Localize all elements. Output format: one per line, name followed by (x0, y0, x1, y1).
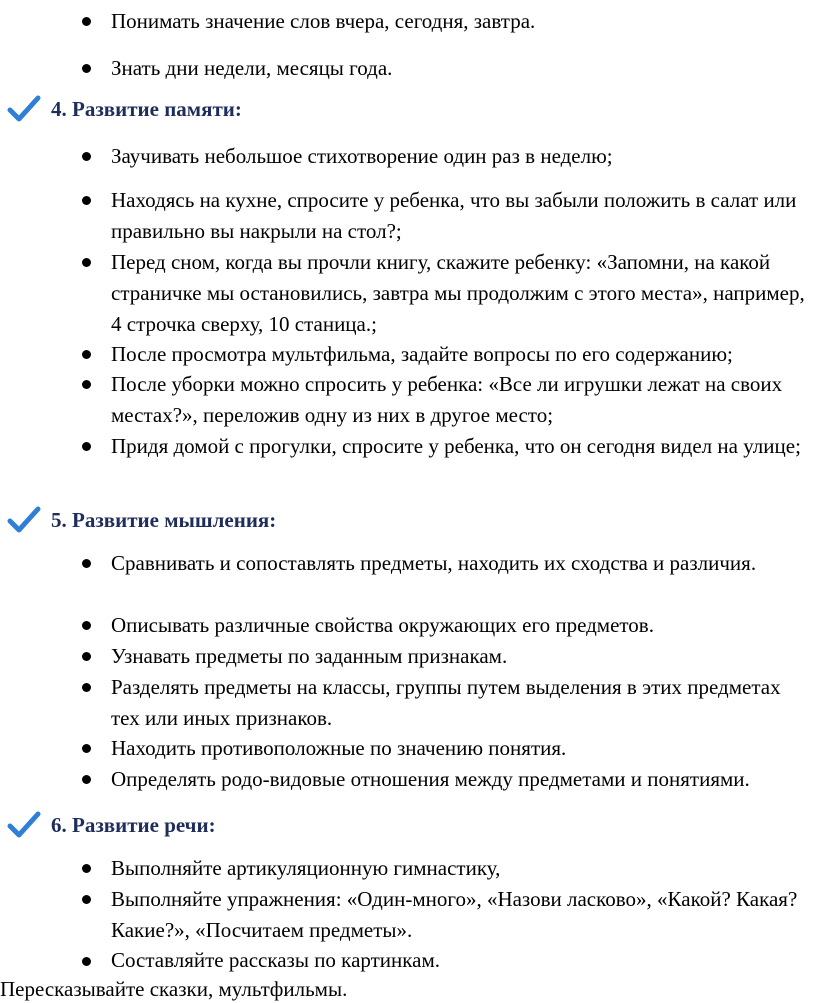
bullet-dot (82, 864, 91, 873)
bullet-dot (82, 621, 91, 630)
tail-paragraph: Пересказывайте сказки, мультфильмы. (0, 977, 348, 1001)
checkmark-icon (7, 810, 41, 840)
bullet-dot (82, 196, 91, 205)
section-title: 4. Развитие памяти: (51, 97, 242, 121)
list-item-text: Составляйте рассказы по картинкам. (111, 948, 441, 972)
list-item-text: Описывать различные свойства окружающих его предметов. (111, 613, 654, 637)
list-item-text: Перед сном, когда вы прочли книгу, скажите ребенку: «Запомни, на какой страничке мы остановились, завтра мы продолжим с этого места», например, 4 строчка сверху, 10 станица.; (111, 250, 805, 336)
bullet-dot (82, 64, 91, 73)
section-heading-speech (0, 810, 816, 844)
bullet-dot (82, 895, 91, 904)
section-title: 5. Развитие мышления: (51, 508, 277, 532)
list-item-text: Заучивать небольшое стихотворение один раз в неделю; (111, 144, 613, 168)
bullet-dot (82, 683, 91, 692)
list-item-text: Находясь на кухне, спросите у ребенка, что вы забыли положить в салат или правильно вы накрыли на стол?; (111, 188, 797, 243)
list-item-text: Определять родо-видовые отношения между предметами и понятиями. (111, 767, 750, 791)
list-item-text: Придя домой с прогулки, спросите у ребенка, что он сегодня видел на улице; (111, 434, 801, 458)
list-item-text: После просмотра мультфильма, задайте вопросы по его содержанию; (111, 342, 733, 366)
checkmark-icon (7, 94, 41, 124)
bullet-dot (82, 380, 91, 389)
list-item-text: Выполняйте упражнения: «Один-много», «Назови ласково», «Какой? Какая? Какие?», «Посчитаем предметы». (111, 887, 798, 942)
bullet-dot (82, 744, 91, 753)
list-item-text: Выполняйте артикуляционную гимнастику, (111, 856, 501, 880)
bullet-dot (82, 442, 91, 451)
list-item-text: Сравнивать и сопоставлять предметы, находить их сходства и различия. (111, 551, 757, 575)
bullet-dot (82, 775, 91, 784)
section-heading-thinking (0, 505, 816, 539)
list-item-text: Узнавать предметы по заданным признакам. (111, 644, 508, 668)
bullet-dot (82, 350, 91, 359)
list-item-text: Знать дни недели, месяцы года. (111, 56, 393, 80)
bullet-dot (82, 957, 91, 966)
bullet-dot (82, 652, 91, 661)
section-title: 6. Развитие речи: (51, 813, 216, 837)
checkmark-icon (7, 505, 41, 535)
list-item-text: После уборки можно спросить у ребенка: «Все ли игрушки лежат на своих местах?», переложив одну из них в другое место; (111, 372, 783, 427)
bullet-dot (82, 17, 91, 26)
bullet-dot (82, 152, 91, 161)
bullet-dot (82, 258, 91, 267)
section-heading-memory (0, 94, 816, 128)
bullet-dot (82, 559, 91, 568)
list-item-text: Находить противоположные по значению понятия. (111, 736, 567, 760)
list-item-text: Понимать значение слов вчера, сегодня, завтра. (111, 9, 536, 33)
list-item-text: Разделять предметы на классы, группы путем выделения в этих предметах тех или иных признаков. (111, 675, 781, 730)
